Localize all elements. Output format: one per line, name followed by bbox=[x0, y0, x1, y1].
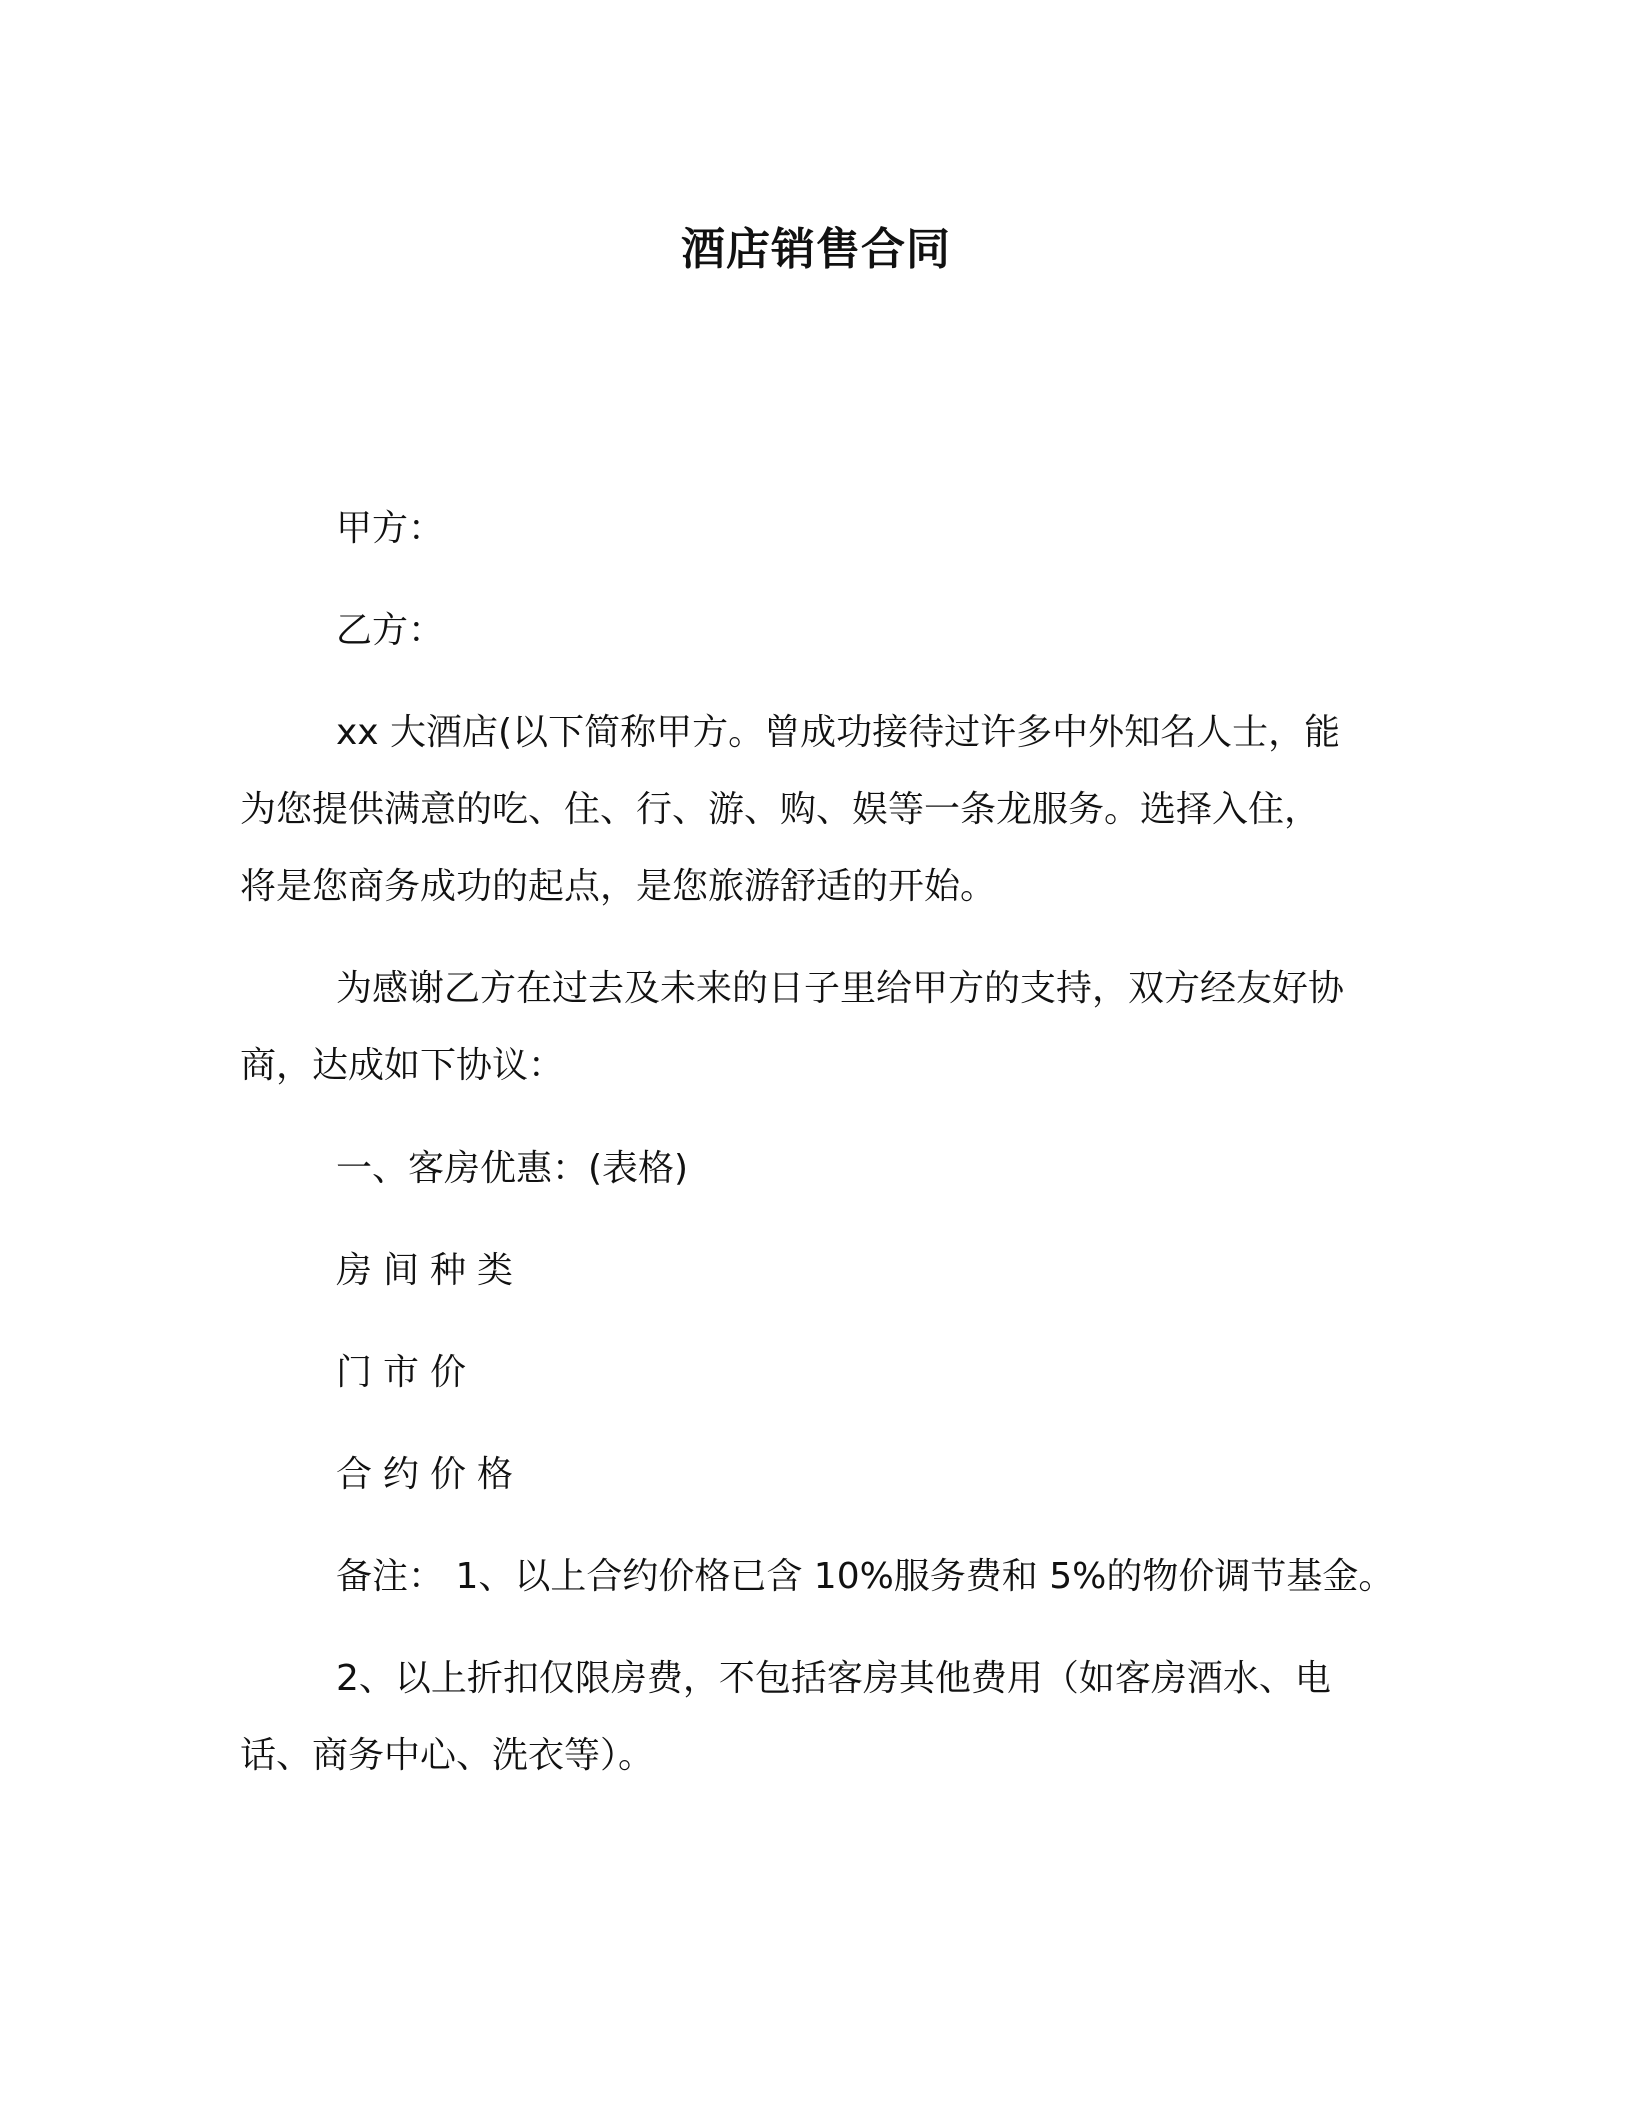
field-contract-rate bbox=[240, 1436, 1440, 1513]
note-1-text: 备注： 1、以上合约价格已含 10%服务费和 5%的物价调节基金。 bbox=[336, 1556, 1395, 1597]
note-2-line-1: 2、以上折扣仅限房费，不包括客房其他费用（如客房酒水、电 bbox=[336, 1658, 1331, 1699]
agreement-paragraph bbox=[240, 950, 1440, 1104]
agreement-line-1: 为感谢乙方在过去及未来的日子里给甲方的支持，双方经友好协 bbox=[336, 968, 1345, 1009]
field-room-type-text: 房间种类 bbox=[336, 1250, 525, 1291]
field-rack-rate-text: 门市价 bbox=[336, 1352, 478, 1393]
intro-paragraph bbox=[240, 694, 1440, 925]
party-b-text: 乙方： bbox=[336, 610, 445, 651]
field-room-type bbox=[240, 1232, 1440, 1309]
field-contract-rate-text: 合约价格 bbox=[336, 1454, 525, 1495]
intro-line-3: 将是您商务成功的起点，是您旅游舒适的开始。 bbox=[240, 866, 997, 907]
party-b-label bbox=[240, 592, 1440, 669]
document-title: 酒店销售合同 bbox=[681, 224, 951, 275]
note-1 bbox=[240, 1538, 1440, 1615]
party-a-text: 甲方： bbox=[336, 508, 445, 549]
intro-line-2: 为您提供满意的吃、住、行、游、购、娱等一条龙服务。选择入住， bbox=[240, 789, 1321, 830]
field-rack-rate bbox=[240, 1334, 1440, 1411]
section-1-heading-text: 一、客房优惠：(表格) bbox=[336, 1148, 689, 1189]
party-a-label bbox=[240, 490, 1440, 567]
agreement-line-2: 商，达成如下协议： bbox=[240, 1045, 565, 1086]
note-2 bbox=[240, 1640, 1440, 1794]
note-2-line-2: 话、商务中心、洗衣等）。 bbox=[240, 1735, 655, 1776]
intro-line-1: xx 大酒店(以下简称甲方。曾成功接待过许多中外知名人士，能 bbox=[336, 712, 1341, 753]
section-1-heading bbox=[240, 1130, 1440, 1207]
